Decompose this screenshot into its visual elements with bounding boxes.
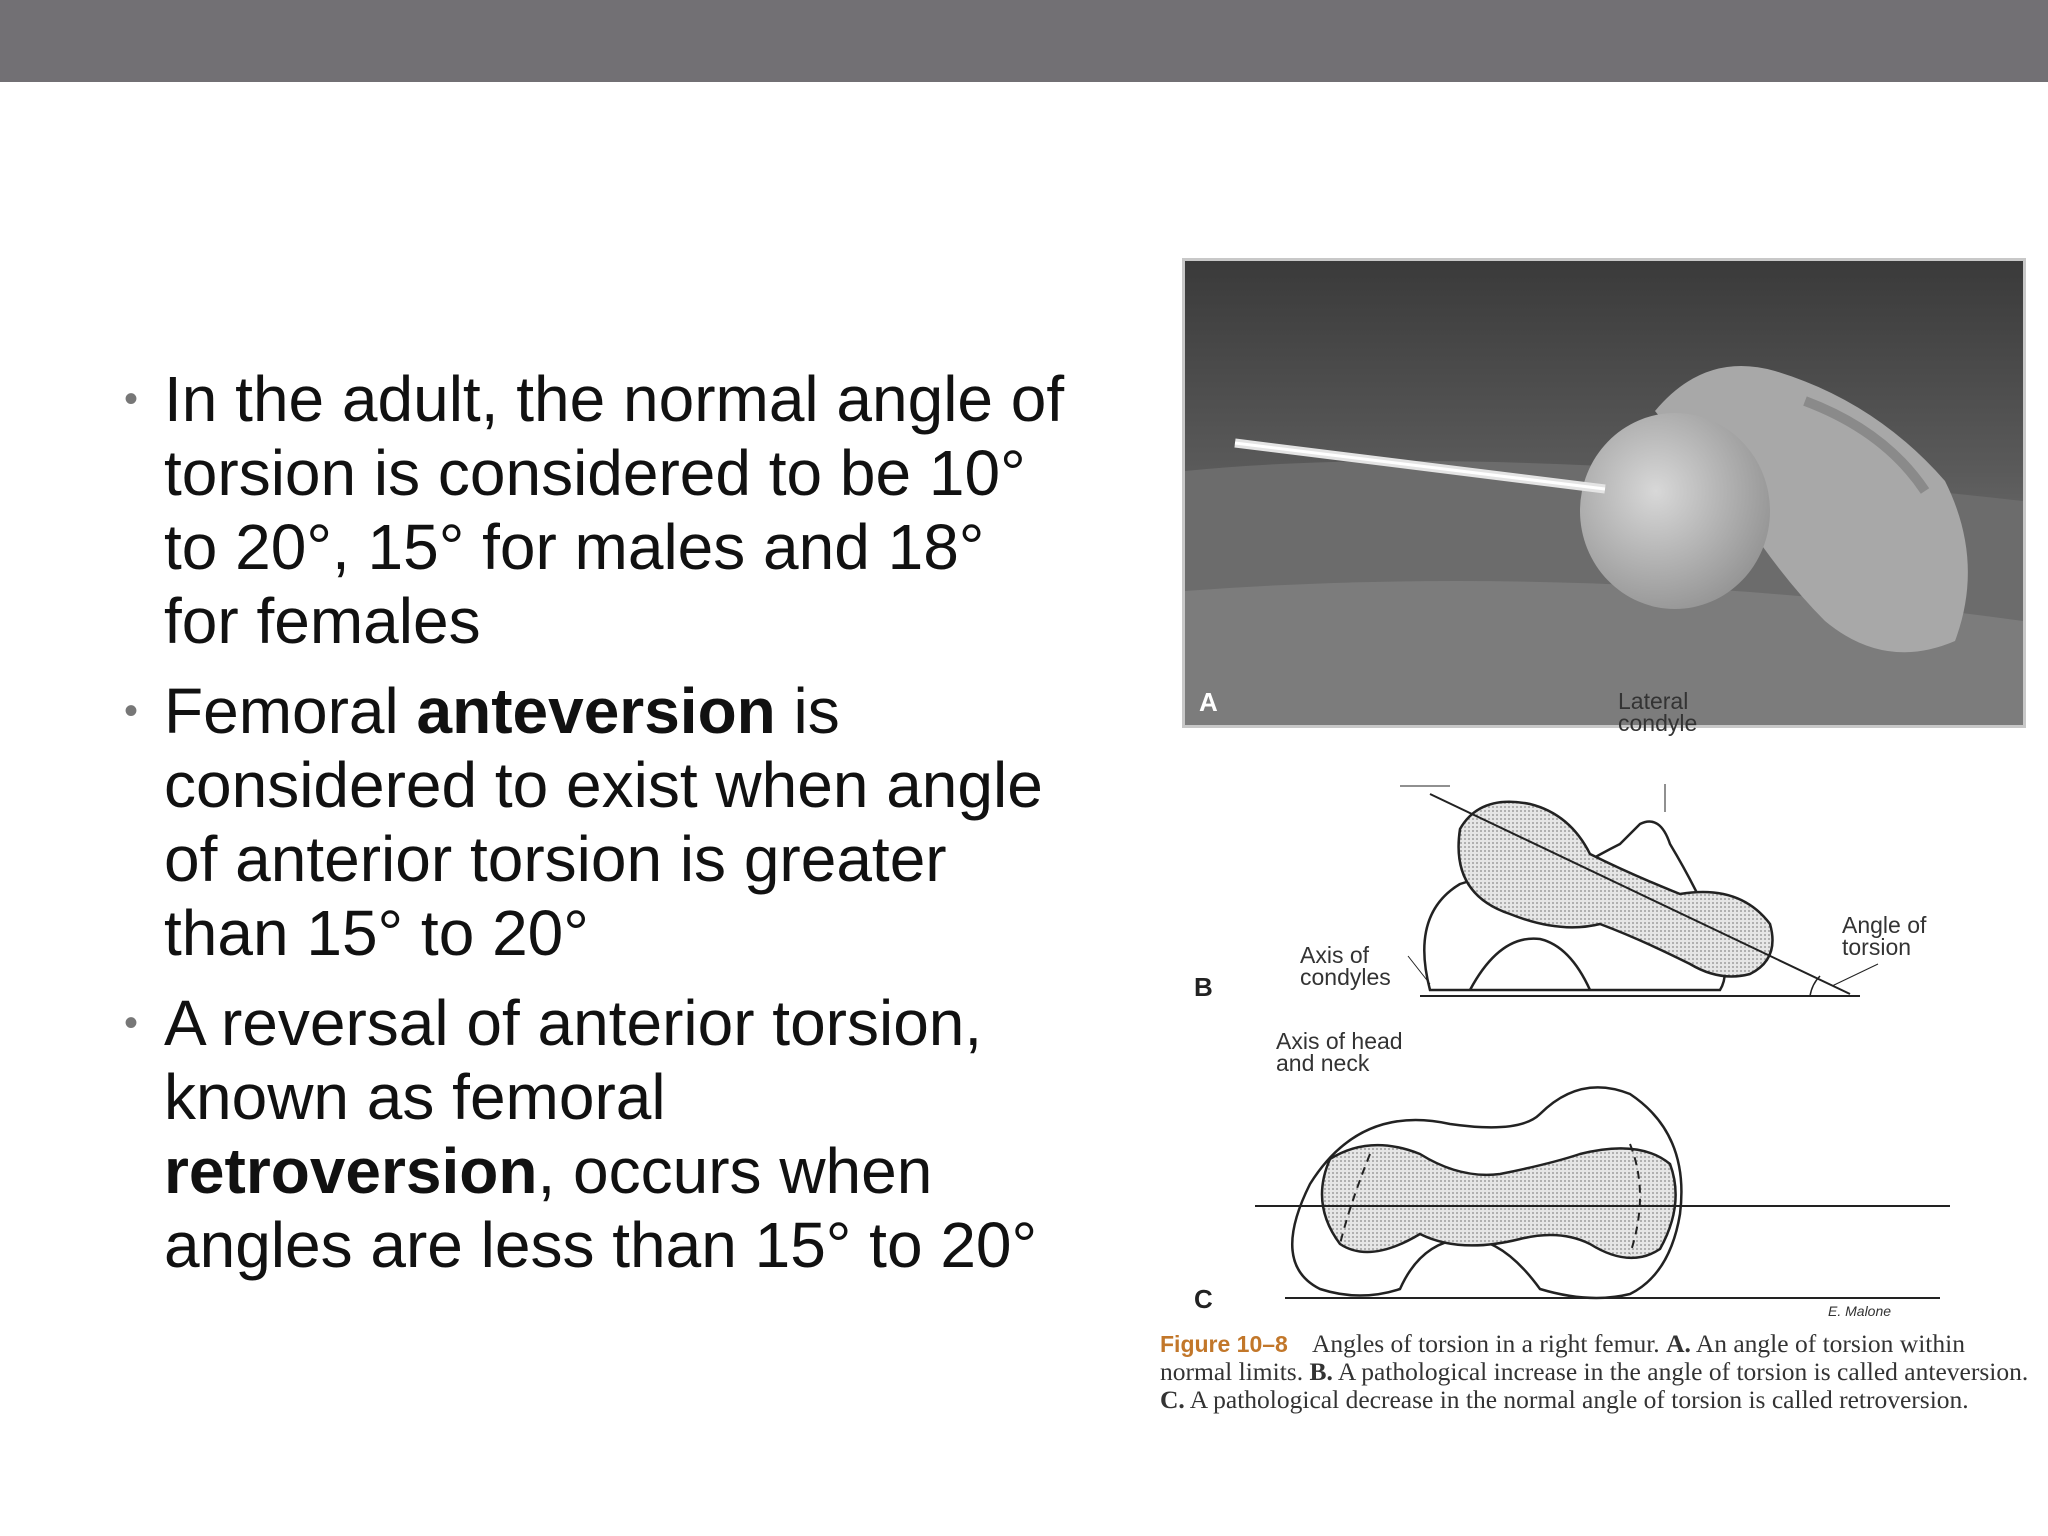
caption-c-label: C.	[1160, 1385, 1185, 1414]
caption-c-text: A pathological decrease in the normal angle of torsion is called retroversion.	[1189, 1385, 1969, 1414]
panel-c-diagram	[1160, 1064, 2032, 1324]
lateral-condyle-label: Lateral condyle	[1618, 688, 1698, 736]
caption-a-label: A.	[1666, 1329, 1691, 1358]
caption-lead: Angles of torsion in a right femur.	[1311, 1329, 1660, 1358]
bullet-text: is considered to exist when angle of anterior torsion is greater than 15° to 20°	[164, 675, 1043, 969]
artist-signature: E. Malone	[1828, 1303, 1892, 1319]
bullet-dot: •	[124, 1001, 139, 1045]
angle-of-torsion-label: Angle of torsion	[1842, 912, 1927, 960]
femur-photo	[1182, 258, 2026, 728]
title-bar	[0, 0, 2048, 82]
bullet-item	[112, 986, 1072, 1282]
panel-b-diagram	[1160, 688, 2032, 1076]
bullet-text: Femoral	[164, 675, 417, 747]
panel-b-label: B	[1194, 972, 1213, 1002]
caption-b-text: A pathological increase in the angle of torsion is called anteversion.	[1337, 1357, 2029, 1386]
femur-figure	[1160, 254, 2032, 1444]
bullet-dot: •	[124, 689, 139, 733]
bullet-bold-term: retroversion	[164, 1135, 538, 1207]
bullet-text: In the adult, the normal angle of torsion is considered to be 10° to 20°, 15° for males and 18° for females	[164, 363, 1065, 657]
bullet-text: , occurs when angles are less than 15° to 20°	[164, 1135, 1038, 1281]
panel-a-label: A	[1199, 687, 1218, 717]
bullet-dot: •	[124, 377, 139, 421]
bullet-text: A reversal of anterior torsion, known as femoral	[164, 987, 983, 1133]
bullet-item	[112, 674, 1072, 970]
axis-head-neck-label: Axis of head and neck	[1276, 1028, 1403, 1076]
bullet-list	[112, 362, 1072, 1298]
caption-figure-number: Figure 10–8	[1160, 1331, 1288, 1357]
panel-c-label: C	[1194, 1284, 1213, 1314]
caption-b-label: B.	[1309, 1357, 1333, 1386]
bullet-item	[112, 362, 1072, 658]
caption-a-text: An angle of torsion within normal limits.	[1160, 1329, 1965, 1386]
bullet-bold-term: anteversion	[416, 675, 776, 747]
figure-caption	[1160, 1330, 2032, 1414]
axis-of-condyles-label: Axis of condyles	[1300, 942, 1391, 990]
